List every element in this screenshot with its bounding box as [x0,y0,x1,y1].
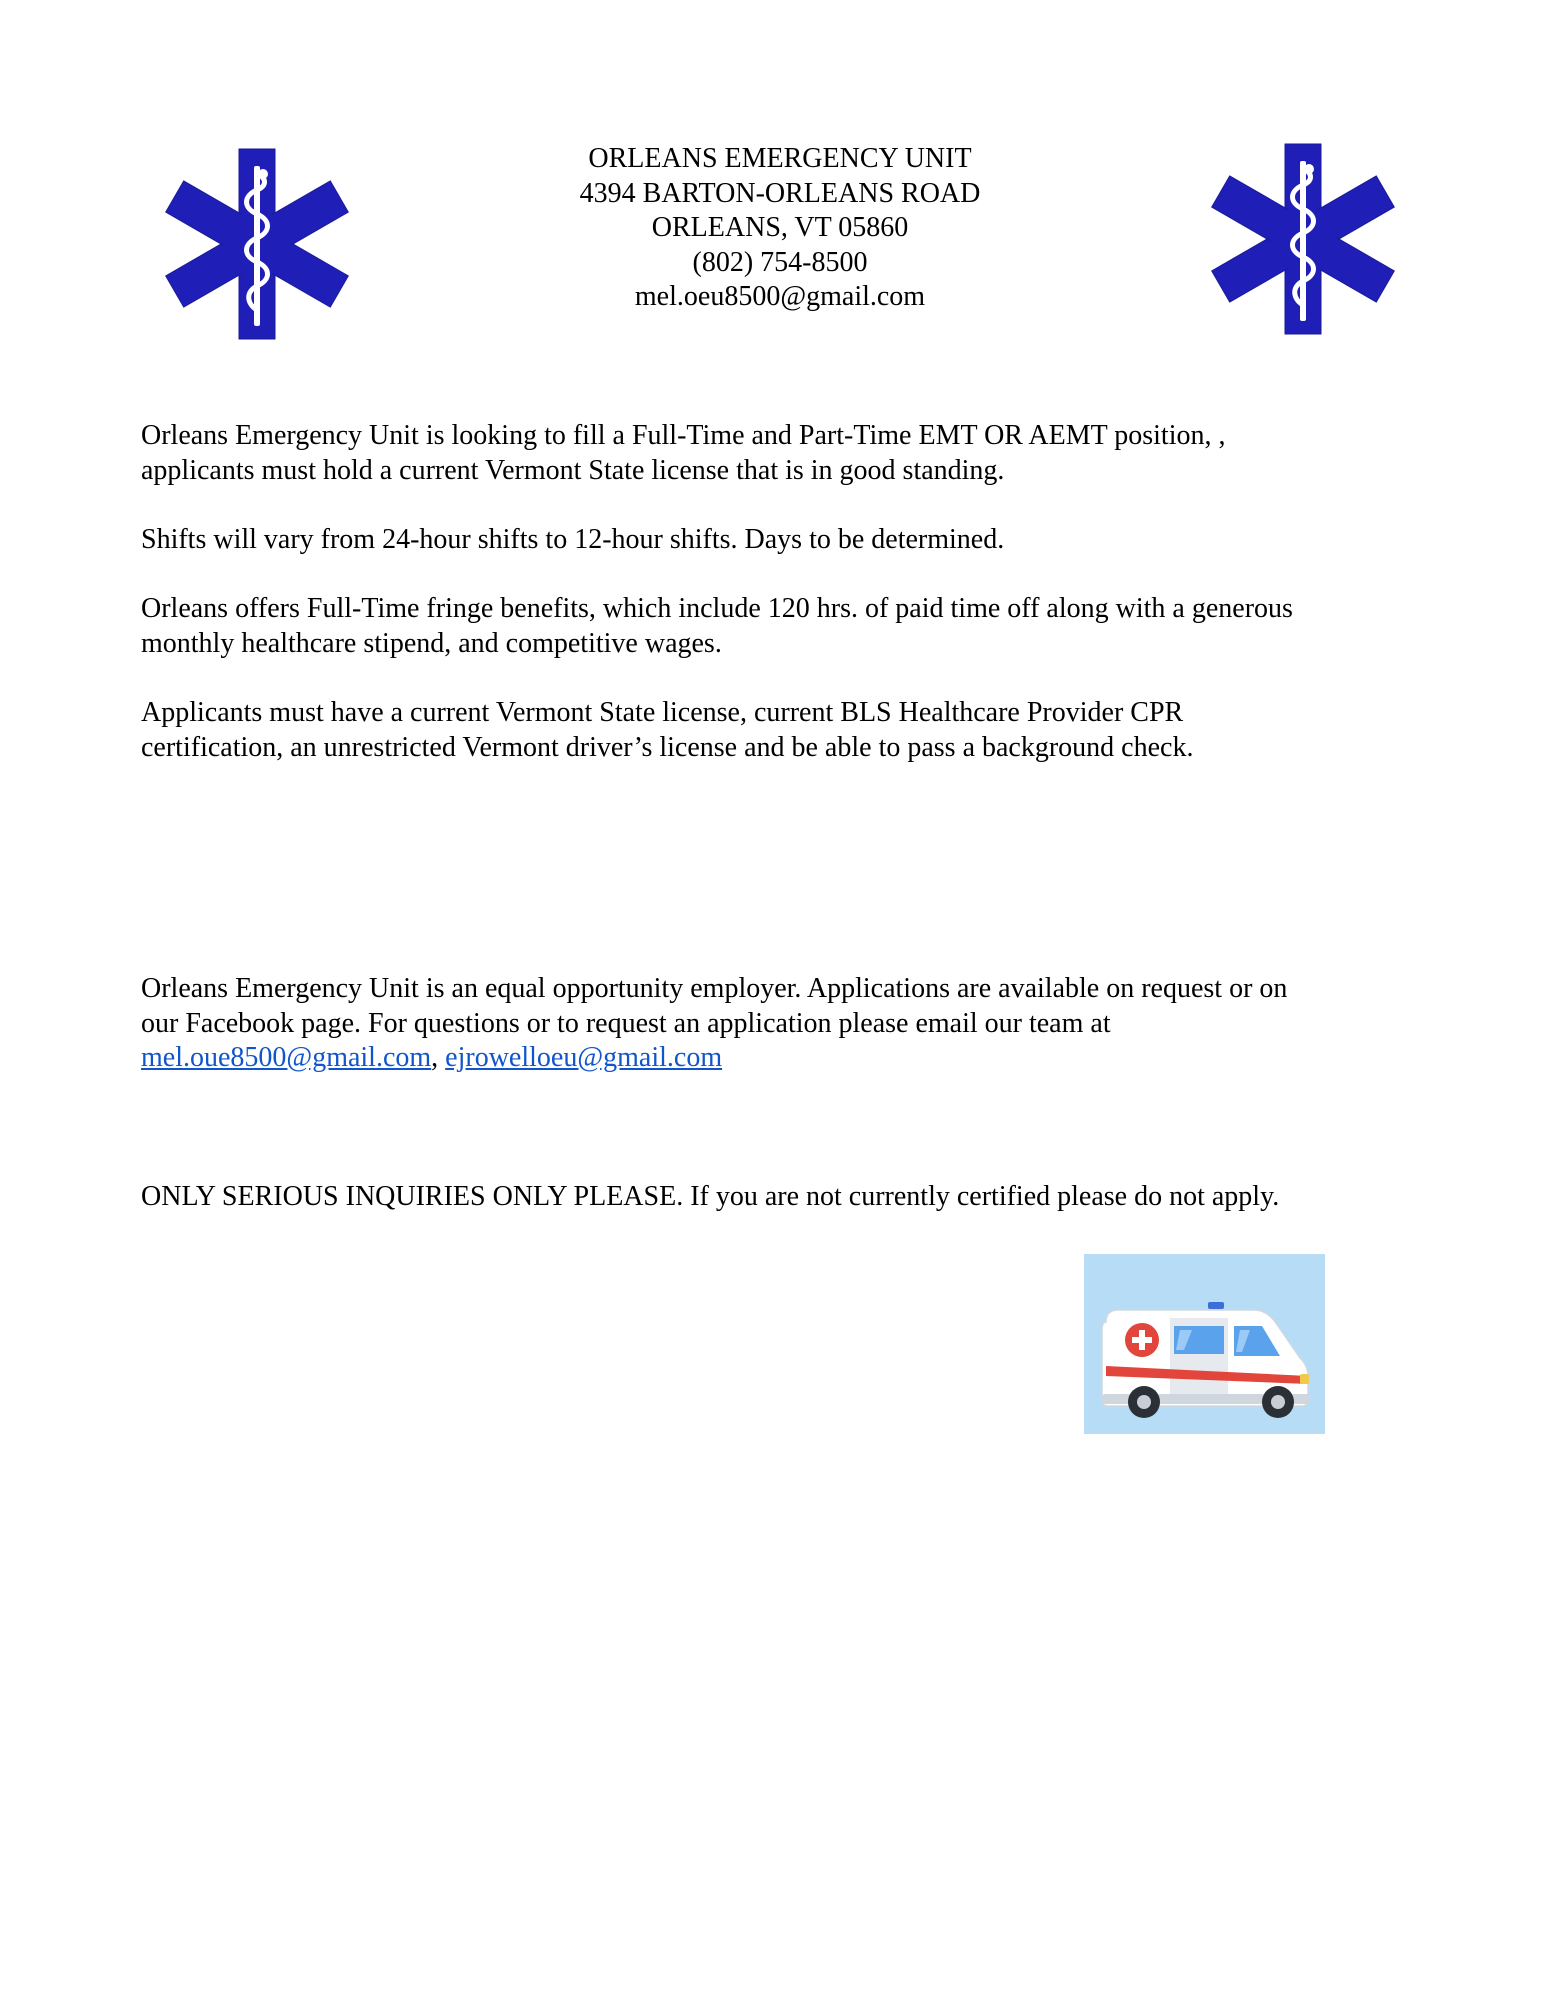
org-name: ORLEANS EMERGENCY UNIT [588,143,972,174]
address-line: 4394 BARTON-ORLEANS ROAD [579,177,981,209]
header-email: mel.oeu8500@gmail.com [634,281,926,312]
benefits-paragraph [141,592,1431,661]
eeo-paragraph [141,972,1431,1076]
contact-email-link-2[interactable]: ejrowelloeu@gmail.com [445,1042,723,1073]
eeo-line-1: Orleans Emergency Unit is an equal opportunity employer. Applications are available on request or on [141,973,1288,1004]
phone-number: (802) 754-8500 [692,246,868,278]
shifts-paragraph [141,523,1431,558]
benefits-line-1: Orleans offers Full-Time fringe benefits, which include 120 hrs. of paid time off along with a generous [141,593,1293,624]
star-of-life-icon [1203,139,1403,339]
eeo-line-2: our Facebook page. For questions or to request an application please email our team at [141,1007,1111,1039]
requirements-line-2: certification, an unrestricted Vermont driver’s license and be able to pass a background check. [141,731,1194,763]
city-line: ORLEANS, VT 05860 [651,212,909,243]
ambulance-icon [1084,1254,1325,1434]
notice-line: ONLY SERIOUS INQUIRIES ONLY PLEASE. If you are not currently certified please do not apply. [141,1181,1280,1212]
notice-paragraph [141,1180,1431,1215]
shifts-line: Shifts will vary from 24-hour shifts to 12-hour shifts. Days to be determined. [141,524,1005,555]
requirements-paragraph [141,696,1431,765]
contact-email-link-1[interactable]: mel.oue8500@gmail.com [141,1042,432,1073]
requirements-line-1: Applicants must have a current Vermont State license, current BLS Healthcare Provider CPR [141,697,1184,728]
contact-emails-line [141,1041,1431,1076]
letterhead [520,142,1040,315]
position-paragraph [141,419,1431,488]
position-line-2: applicants must hold a current Vermont State license that is in good standing. [141,454,1005,486]
contact-separator: , [431,1042,446,1073]
star-of-life-icon [157,144,357,344]
benefits-line-2: monthly healthcare stipend, and competitive wages. [141,627,722,659]
position-line-1: Orleans Emergency Unit is looking to fill a Full-Time and Part-Time EMT OR AEMT position, , [141,420,1226,451]
